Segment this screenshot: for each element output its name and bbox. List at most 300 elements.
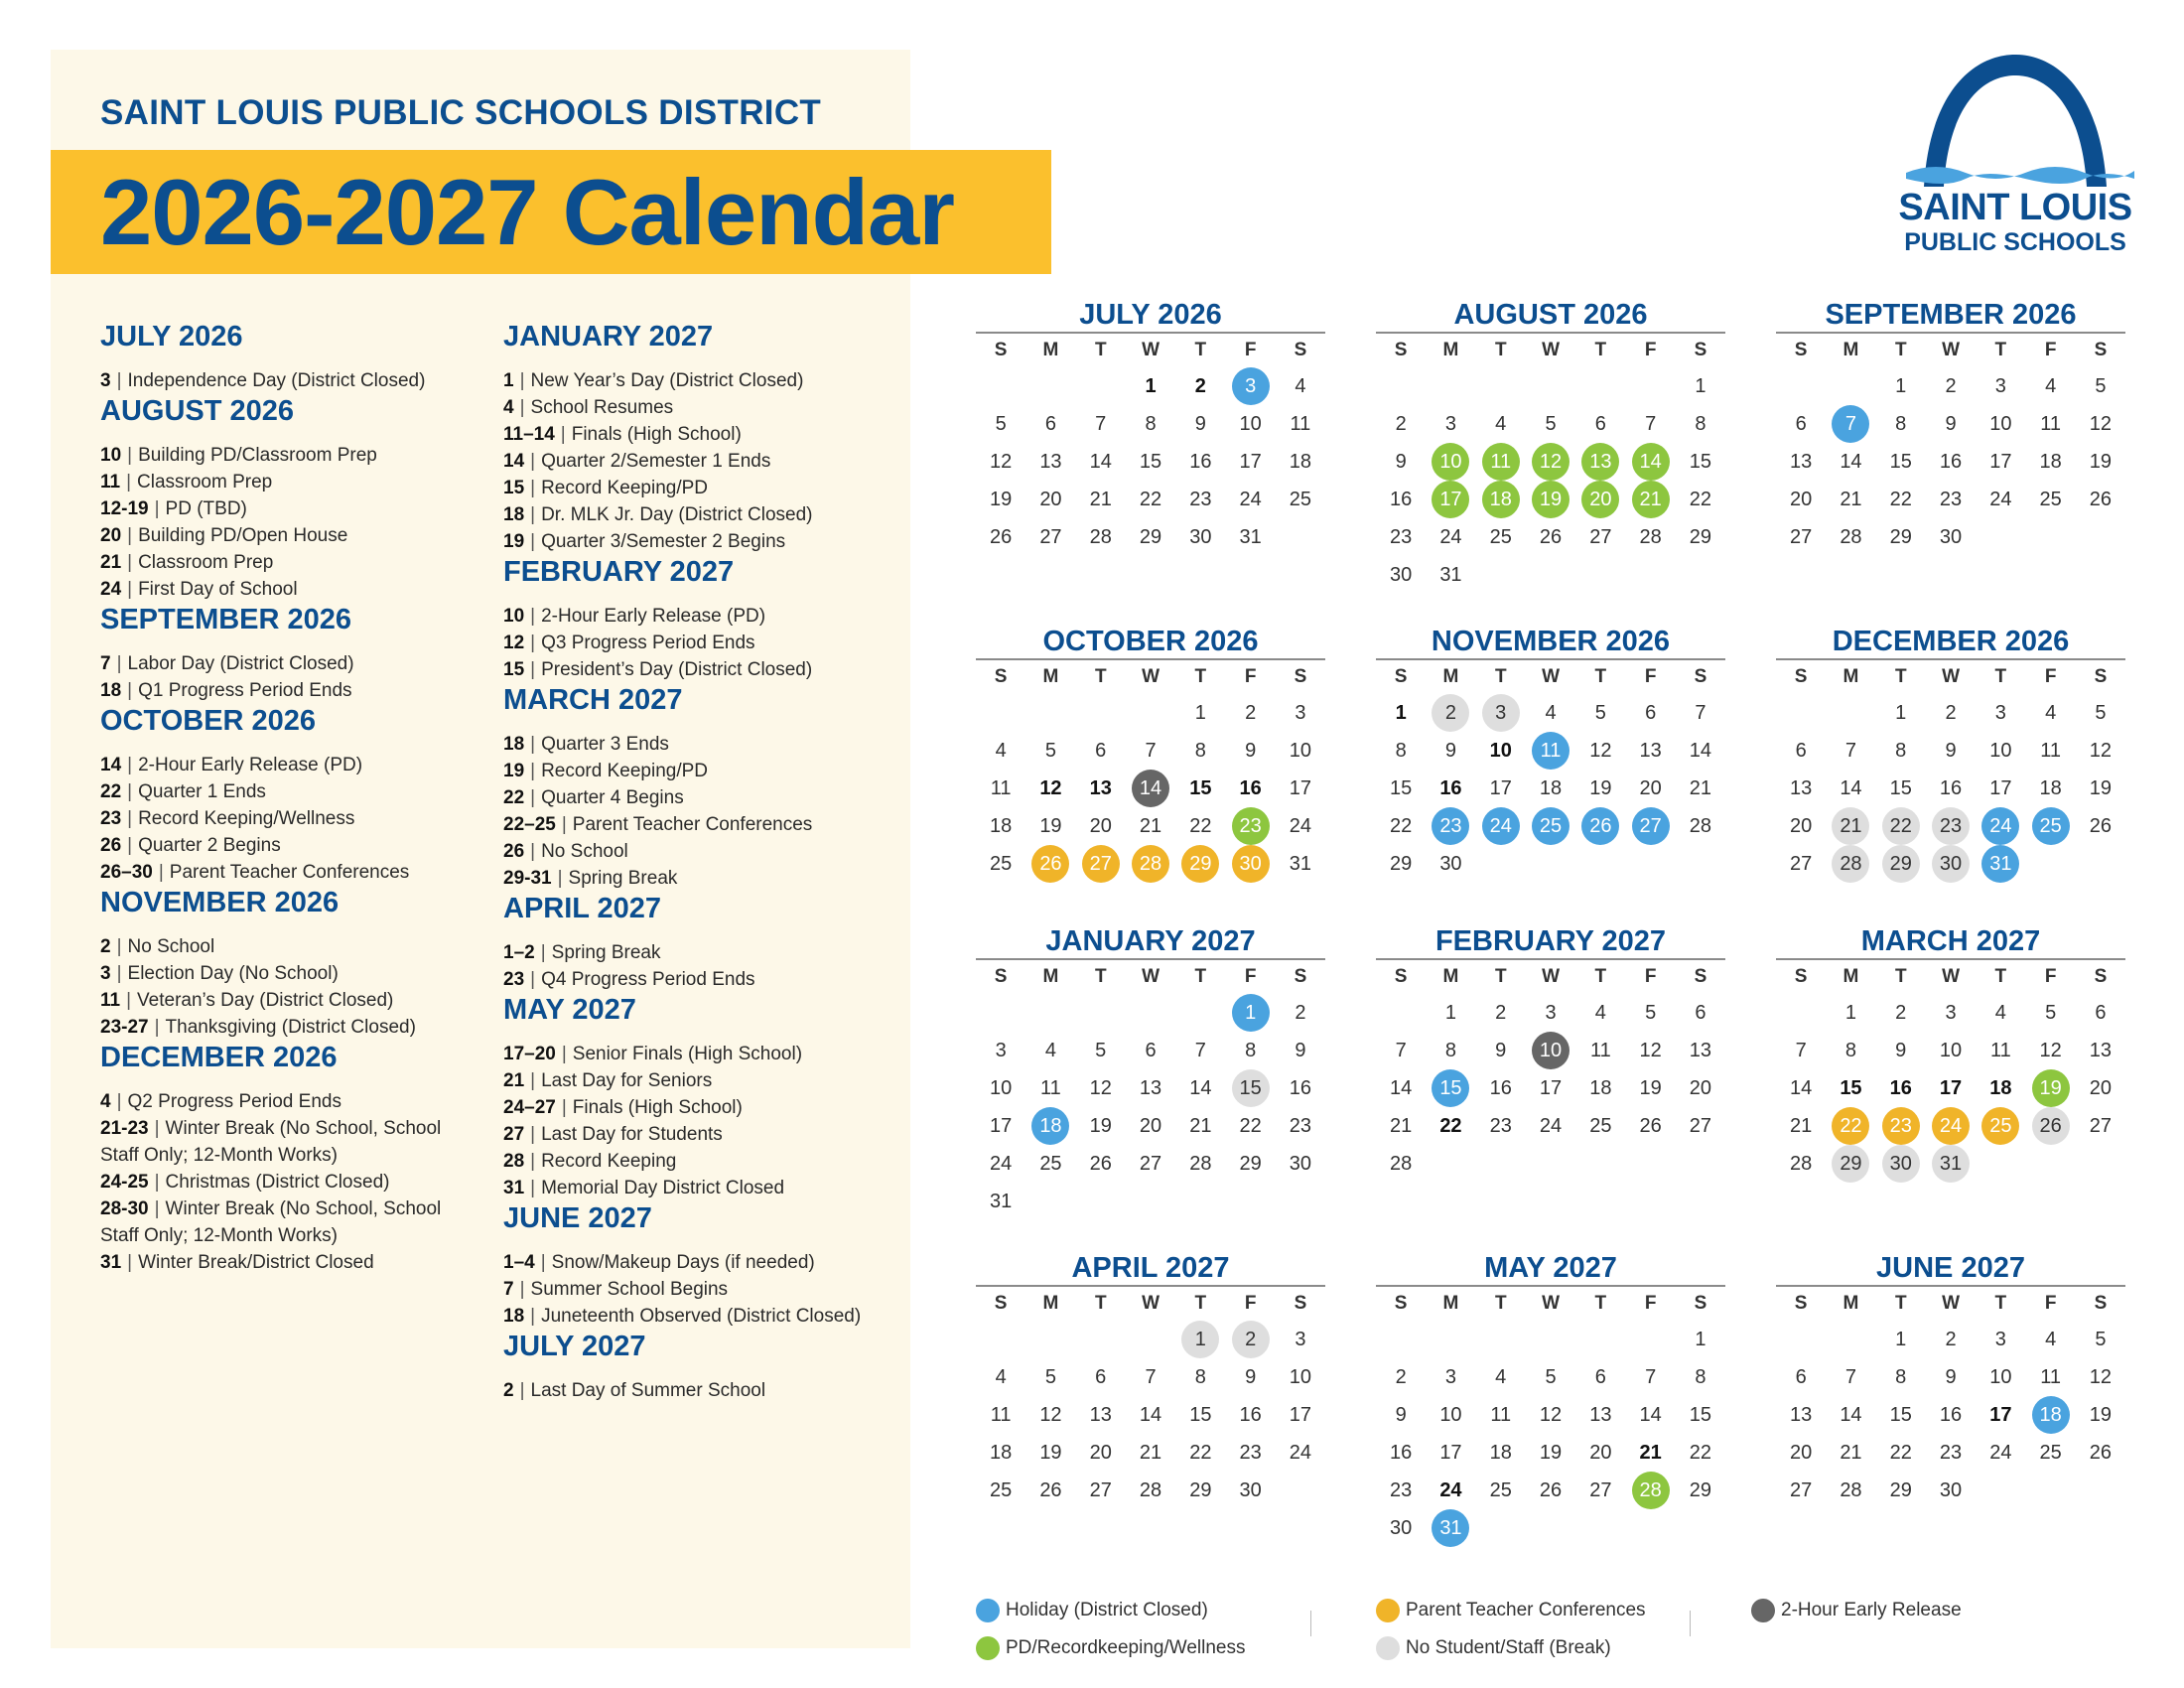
day-number: 24 — [1239, 488, 1262, 510]
legend-item-ptc — [1376, 1599, 1646, 1622]
day-number: 11 — [1290, 412, 1311, 435]
day-number: 18 — [990, 814, 1013, 837]
weekday-header: S — [994, 966, 1008, 987]
calendar-days — [976, 660, 1325, 883]
day-number: 2 — [1495, 1001, 1507, 1024]
event-date: 22–25 — [503, 814, 556, 835]
day-cell — [1926, 807, 1976, 845]
day-number: 27 — [1089, 1478, 1112, 1501]
day-cell — [1076, 1434, 1126, 1472]
day-number: 9 — [1245, 1365, 1257, 1388]
day-cell — [1225, 732, 1275, 770]
day-cell — [1426, 694, 1475, 732]
day-number: 19 — [1639, 1076, 1662, 1099]
day-cell — [976, 1434, 1025, 1472]
day-cell — [1526, 1472, 1575, 1509]
day-cell — [1876, 443, 1926, 481]
day-number: 9 — [1945, 412, 1957, 435]
day-cell — [976, 443, 1025, 481]
day-number: 29 — [1390, 852, 1413, 875]
day-cell — [1175, 443, 1225, 481]
day-number: 13 — [1089, 1403, 1112, 1426]
day-cell — [1276, 1434, 1325, 1472]
event-date: 18 — [503, 504, 525, 525]
event-date: 26–30 — [100, 862, 153, 883]
day-cell — [1876, 1434, 1926, 1472]
day-number: 12 — [990, 450, 1013, 473]
weekday-header: T — [1594, 966, 1607, 987]
day-cell — [1776, 405, 1826, 443]
day-cell — [1526, 994, 1575, 1032]
day-cell — [1976, 367, 2025, 405]
day-number: 13 — [2089, 1039, 2113, 1061]
event-text: Winter Break/District Closed — [138, 1252, 374, 1273]
day-cell — [1426, 1396, 1475, 1434]
day-number: 31 — [1432, 1509, 1469, 1547]
day-number: 18 — [1289, 450, 1312, 473]
weekday-header: S — [2094, 340, 2108, 360]
day-cell — [1625, 481, 1675, 518]
event-separator: | — [116, 1091, 122, 1112]
event-item — [503, 939, 900, 966]
day-cell — [976, 1396, 1025, 1434]
day-cell — [1225, 1434, 1275, 1472]
day-number: 2 — [1232, 1321, 1270, 1358]
event-item — [503, 1121, 900, 1148]
day-cell — [1476, 770, 1526, 807]
day-cell — [1175, 1472, 1225, 1509]
empty-cell — [1575, 1321, 1625, 1358]
event-item — [503, 1276, 900, 1303]
weekday-header: F — [2044, 340, 2057, 360]
day-number: 2 — [1395, 1365, 1407, 1388]
day-cell — [1225, 481, 1275, 518]
weekday-header: M — [1442, 666, 1459, 687]
day-number: 10 — [990, 1076, 1013, 1099]
day-cell — [1076, 1032, 1126, 1069]
event-section — [100, 886, 458, 1041]
event-item — [503, 1303, 900, 1330]
day-cell — [1175, 1358, 1225, 1396]
day-number: 1 — [1695, 374, 1706, 397]
event-item — [503, 656, 900, 683]
event-item — [503, 758, 900, 784]
day-cell — [1976, 1321, 2025, 1358]
day-number: 25 — [1289, 488, 1312, 510]
day-cell — [1575, 732, 1625, 770]
day-cell — [1076, 1069, 1126, 1107]
day-number: 6 — [1044, 412, 1056, 435]
day-number: 3 — [1994, 701, 2006, 724]
event-separator: | — [530, 841, 536, 862]
day-number: 9 — [1945, 1365, 1957, 1388]
legend-divider — [1690, 1611, 1691, 1636]
day-number: 14 — [1689, 739, 1712, 762]
day-cell — [1276, 694, 1325, 732]
day-number: 4 — [2045, 701, 2057, 724]
day-cell — [1426, 556, 1475, 594]
day-number: 5 — [1044, 1365, 1056, 1388]
day-cell — [1676, 807, 1725, 845]
event-month-heading: SEPTEMBER 2026 — [100, 604, 352, 635]
day-number: 9 — [1444, 739, 1456, 762]
day-number: 4 — [995, 739, 1007, 762]
district-logo — [1886, 50, 2144, 258]
day-number: 6 — [1095, 1365, 1107, 1388]
weekday-header: T — [1094, 966, 1107, 987]
day-number: 13 — [1790, 776, 1813, 799]
weekday-header: S — [1794, 966, 1808, 987]
weekday-header: F — [1644, 966, 1657, 987]
day-number: 6 — [1695, 1001, 1706, 1024]
day-number: 30 — [1289, 1152, 1312, 1175]
event-section — [100, 1041, 458, 1276]
day-number: 7 — [1832, 405, 1869, 443]
day-cell — [2025, 1321, 2075, 1358]
day-cell — [1826, 1396, 1875, 1434]
day-cell — [1926, 1069, 1976, 1107]
event-date: 12 — [503, 633, 525, 653]
event-month-heading: JULY 2026 — [100, 321, 243, 352]
day-number: 3 — [1994, 1328, 2006, 1350]
day-cell — [1376, 1396, 1426, 1434]
event-separator: | — [127, 808, 133, 829]
day-cell — [1225, 518, 1275, 556]
day-number: 22 — [1189, 814, 1212, 837]
event-date: 28 — [503, 1151, 525, 1172]
legend-dot-pd — [976, 1636, 1000, 1660]
day-number: 8 — [1395, 739, 1407, 762]
day-cell — [2076, 1358, 2125, 1396]
day-cell — [1976, 1358, 2025, 1396]
day-number: 3 — [1945, 1001, 1957, 1024]
day-number: 1 — [1695, 1328, 1706, 1350]
day-number: 2 — [1395, 412, 1407, 435]
day-cell — [1076, 770, 1126, 807]
weekday-header: T — [1994, 666, 2007, 687]
day-cell — [1126, 1107, 1175, 1145]
month-calendar — [1376, 1251, 1725, 1547]
day-cell — [1175, 1434, 1225, 1472]
event-date: 31 — [503, 1178, 525, 1198]
weekday-header: W — [1142, 1293, 1160, 1314]
day-cell — [2025, 694, 2075, 732]
day-cell — [1276, 1358, 1325, 1396]
day-number: 19 — [1539, 1441, 1563, 1464]
event-month-heading: JANUARY 2027 — [503, 321, 714, 352]
day-number: 27 — [1632, 807, 1670, 845]
day-number: 1 — [1895, 701, 1907, 724]
month-calendar — [1376, 625, 1725, 883]
day-cell — [1476, 1032, 1526, 1069]
day-cell — [1076, 845, 1126, 883]
event-separator: | — [154, 498, 160, 519]
event-separator: | — [154, 1017, 160, 1038]
event-separator: | — [530, 633, 536, 653]
day-cell — [1876, 1069, 1926, 1107]
day-cell — [1676, 1032, 1725, 1069]
day-number: 26 — [1039, 1478, 1062, 1501]
day-number: 8 — [1844, 1039, 1856, 1061]
day-number: 18 — [2039, 450, 2062, 473]
day-cell — [1976, 443, 2025, 481]
day-number: 3 — [1444, 412, 1456, 435]
event-item — [100, 367, 458, 394]
event-date: 18 — [503, 734, 525, 755]
day-cell — [1926, 845, 1976, 883]
day-number: 15 — [1139, 450, 1162, 473]
day-cell — [2076, 732, 2125, 770]
day-number: 2 — [1245, 701, 1257, 724]
day-number: 7 — [1795, 1039, 1807, 1061]
day-cell — [1625, 1434, 1675, 1472]
day-number: 28 — [1089, 525, 1112, 548]
day-number: 20 — [1139, 1114, 1162, 1137]
day-number: 22 — [1239, 1114, 1262, 1137]
day-cell — [1276, 770, 1325, 807]
event-item — [100, 778, 458, 805]
weekday-header: W — [1142, 666, 1160, 687]
day-cell — [1476, 405, 1526, 443]
event-section — [503, 993, 900, 1201]
page-title: 2026-2027 Calendar — [100, 160, 954, 264]
day-number: 16 — [1390, 488, 1413, 510]
day-cell — [2025, 1107, 2075, 1145]
legend-item-pd — [976, 1636, 1246, 1660]
day-cell — [1476, 994, 1526, 1032]
day-number: 21 — [1840, 488, 1862, 510]
day-cell — [1976, 807, 2025, 845]
day-number: 4 — [1495, 1365, 1507, 1388]
day-number: 9 — [1194, 412, 1206, 435]
day-cell — [1625, 1107, 1675, 1145]
day-cell — [976, 770, 1025, 807]
event-separator: | — [126, 472, 132, 492]
weekday-header: S — [1694, 966, 1707, 987]
day-cell — [1025, 1434, 1075, 1472]
event-date: 7 — [503, 1279, 514, 1300]
day-cell — [976, 845, 1025, 883]
day-cell — [2025, 367, 2075, 405]
day-cell — [1225, 770, 1275, 807]
day-cell — [1776, 1145, 1826, 1183]
weekday-header: F — [1644, 340, 1657, 360]
weekday-header: W — [1542, 966, 1560, 987]
event-text: Record Keeping/Wellness — [138, 808, 355, 829]
day-cell — [1376, 1472, 1426, 1509]
day-number: 26 — [990, 525, 1013, 548]
weekday-header: F — [2044, 966, 2057, 987]
day-number: 25 — [1532, 807, 1570, 845]
day-number: 13 — [1689, 1039, 1712, 1061]
event-item — [503, 421, 900, 448]
day-cell — [1126, 845, 1175, 883]
day-cell — [1926, 1358, 1976, 1396]
day-cell — [1476, 518, 1526, 556]
day-cell — [1476, 1358, 1526, 1396]
day-cell — [976, 1069, 1025, 1107]
empty-cell — [976, 1321, 1025, 1358]
day-cell — [1575, 405, 1625, 443]
event-item — [100, 549, 458, 576]
event-text: Winter Break (No School, School Staff Only; 12-Month Works) — [100, 1118, 442, 1166]
day-number: 2 — [1295, 1001, 1306, 1024]
day-number: 7 — [1194, 1039, 1206, 1061]
day-cell — [976, 1472, 1025, 1509]
day-cell — [976, 1032, 1025, 1069]
day-number: 5 — [2095, 1328, 2107, 1350]
day-number: 5 — [1594, 701, 1606, 724]
event-item — [503, 630, 900, 656]
day-cell — [1225, 1069, 1275, 1107]
day-number: 18 — [1489, 1441, 1512, 1464]
calendar-days — [1376, 334, 1725, 594]
day-cell — [2025, 443, 2075, 481]
day-cell — [1976, 1032, 2025, 1069]
event-separator: | — [116, 963, 122, 984]
day-cell — [1575, 518, 1625, 556]
weekday-header: M — [1843, 966, 1859, 987]
day-number: 26 — [2089, 814, 2113, 837]
day-number: 15 — [1432, 1069, 1469, 1107]
legend-label: Holiday (District Closed) — [1006, 1600, 1208, 1620]
day-number: 2 — [1895, 1001, 1907, 1024]
day-cell — [1126, 405, 1175, 443]
day-number: 11 — [1589, 1039, 1611, 1061]
day-number: 21 — [1139, 1441, 1162, 1464]
day-cell — [1976, 405, 2025, 443]
day-number: 19 — [1039, 814, 1062, 837]
day-cell — [1876, 1321, 1926, 1358]
event-item — [100, 805, 458, 832]
day-cell — [1676, 481, 1725, 518]
day-cell — [1676, 405, 1725, 443]
day-cell — [2025, 1358, 2075, 1396]
day-cell — [1676, 1396, 1725, 1434]
day-number: 27 — [1589, 1478, 1612, 1501]
day-number: 22 — [1189, 1441, 1212, 1464]
event-date: 24 — [100, 579, 122, 600]
weekday-header: M — [1442, 1293, 1459, 1314]
day-cell — [2025, 1434, 2075, 1472]
day-number: 29 — [1189, 1478, 1212, 1501]
day-cell — [1175, 732, 1225, 770]
day-cell — [1426, 443, 1475, 481]
day-cell — [1025, 1396, 1075, 1434]
empty-cell — [1076, 694, 1126, 732]
calendar-title: MAY 2027 — [1376, 1251, 1725, 1287]
day-number: 7 — [1844, 1365, 1856, 1388]
day-number: 12 — [1039, 1403, 1062, 1426]
weekday-header: T — [1994, 1293, 2007, 1314]
day-cell — [1976, 1107, 2025, 1145]
event-item — [100, 1196, 458, 1249]
day-cell — [1126, 1434, 1175, 1472]
day-number: 10 — [1289, 739, 1312, 762]
day-cell — [1276, 481, 1325, 518]
day-number: 28 — [1639, 525, 1662, 548]
day-number: 4 — [1044, 1039, 1056, 1061]
event-separator: | — [560, 424, 566, 445]
day-cell — [2076, 994, 2125, 1032]
event-separator: | — [116, 653, 122, 674]
day-number: 26 — [2089, 1441, 2113, 1464]
event-separator: | — [540, 1252, 546, 1273]
day-number: 25 — [1039, 1152, 1062, 1175]
day-number: 23 — [1189, 488, 1212, 510]
day-cell — [1076, 1145, 1126, 1183]
day-number: 15 — [1889, 1403, 1912, 1426]
day-number: 27 — [1790, 525, 1813, 548]
event-item — [100, 1249, 458, 1276]
day-cell — [1575, 807, 1625, 845]
day-number: 10 — [1989, 1365, 2012, 1388]
event-section — [100, 394, 458, 603]
day-cell — [1376, 405, 1426, 443]
day-number: 24 — [1289, 1441, 1312, 1464]
day-cell — [1876, 1472, 1926, 1509]
event-list-column-2 — [503, 320, 900, 1404]
day-number: 3 — [995, 1039, 1007, 1061]
day-cell — [1175, 481, 1225, 518]
event-text: Quarter 3 Ends — [541, 734, 669, 755]
weekday-header: F — [1244, 666, 1257, 687]
day-cell — [1426, 807, 1475, 845]
day-cell — [1076, 443, 1126, 481]
event-text: Spring Break — [551, 942, 661, 963]
empty-cell — [1376, 367, 1426, 405]
month-calendar — [1376, 924, 1725, 1183]
day-number: 13 — [1639, 739, 1662, 762]
day-cell — [1076, 405, 1126, 443]
day-cell — [1025, 732, 1075, 770]
day-cell — [2076, 1321, 2125, 1358]
day-number: 29 — [1239, 1152, 1262, 1175]
day-number: 16 — [1889, 1076, 1912, 1099]
day-cell — [1776, 845, 1826, 883]
day-number: 14 — [1840, 1403, 1862, 1426]
day-cell — [1126, 1396, 1175, 1434]
day-cell — [1826, 481, 1875, 518]
day-number: 18 — [1539, 776, 1563, 799]
event-date: 4 — [100, 1091, 111, 1112]
day-number: 7 — [1095, 412, 1107, 435]
day-cell — [1575, 770, 1625, 807]
weekday-header: S — [1694, 1293, 1707, 1314]
day-number: 17 — [1539, 1076, 1563, 1099]
calendar-days — [1376, 1287, 1725, 1547]
day-cell — [1476, 1434, 1526, 1472]
event-text: Parent Teacher Conferences — [572, 814, 813, 835]
day-number: 23 — [1939, 1441, 1963, 1464]
empty-cell — [976, 367, 1025, 405]
day-cell — [1575, 1069, 1625, 1107]
weekday-header: T — [1094, 1293, 1107, 1314]
event-separator: | — [561, 1097, 567, 1118]
day-cell — [1625, 1396, 1675, 1434]
event-item — [503, 528, 900, 555]
day-number: 21 — [1790, 1114, 1813, 1137]
event-item — [503, 1175, 900, 1201]
weekday-header: S — [1294, 1293, 1307, 1314]
day-cell — [1426, 1434, 1475, 1472]
event-item — [100, 1088, 458, 1115]
day-cell — [1625, 518, 1675, 556]
day-cell — [1175, 807, 1225, 845]
event-text: Summer School Begins — [530, 1279, 729, 1300]
day-cell — [1976, 481, 2025, 518]
weekday-header: M — [1042, 966, 1059, 987]
